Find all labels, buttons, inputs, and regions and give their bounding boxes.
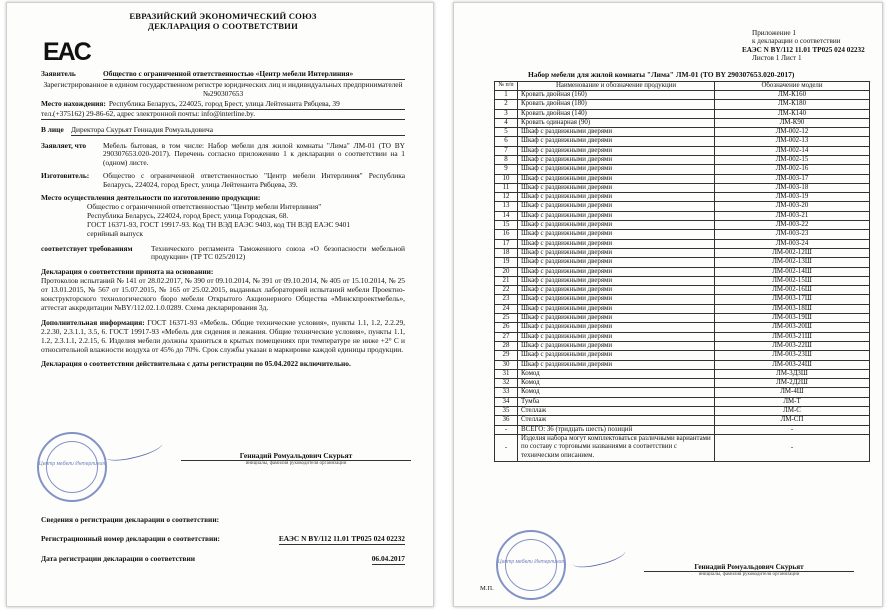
row-model: ЛМ-003-21Ш	[715, 332, 870, 341]
row-name: Шкаф с раздвижными дверями	[518, 351, 715, 360]
row-name: Шкаф с раздвижными дверями	[518, 174, 715, 183]
row-number: 15	[495, 221, 518, 230]
applicant-row	[41, 70, 405, 80]
row-name: Шкаф с раздвижными дверями	[518, 276, 715, 285]
row-number: 6	[495, 137, 518, 146]
row-model: ЛМ-003-17Ш	[715, 295, 870, 304]
table-row	[495, 323, 870, 332]
extra-value: ГОСТ 16371-93 «Мебель. Общие технические условия», пункты 1.1, 1.2, 2.2.29, 2.2.30, 2.3.1.1, 3.5, 6. ГОСТ 19917-93 «Мебель для сидения и лежания. Общие технические условия», пункты 1.1, 1.2, 2.3.1.1, 2.2.15, 6. Изделия мебели должны храниться в крытых помещениях при температуре не ниже +2° С и относительной влажности воздуха от 45% до 70%. Срок службы указан в маркировке каждой единицы продукции.	[41, 317, 405, 354]
table-row	[495, 379, 870, 388]
row-model: ЛМ-003-19	[715, 193, 870, 202]
row-number: 5	[495, 128, 518, 137]
signer-name: Геннадий Ромуальдович Скурьят	[181, 451, 411, 461]
row-model: ЛМ-003-22	[715, 221, 870, 230]
table-row	[495, 90, 870, 99]
basis-value: Протоколов испытаний № 141 от 28.02.2017, № 390 от 09.10.2014, № 391 от 09.10.2014, № 405 от 15.10.2014, № 25 от 13.01.2015, № 567 от 15.07.2015, № 165 от 25.02.2015, выданных лабораторией испытаний мебели Проектно-конструкторского технологического бюро мебели Открытого Акционерного Общества «Минскпроектмебель», аттестат аккредитации №BY/112.02.1.0.0289. Схема декларирования 3д.	[41, 276, 405, 312]
site-line-1: Общество с ограниченной ответственностью "Центр мебели Интерлиния"	[87, 201, 322, 211]
appendix-stamp-text: Центр мебели Интерлиния	[498, 559, 564, 565]
appendix-stamp-seal	[496, 530, 566, 600]
table-row	[495, 258, 870, 267]
row-number: 34	[495, 397, 518, 406]
row-model: ЛМ-003-20Ш	[715, 323, 870, 332]
row-model: ЛМ-002-14Ш	[715, 267, 870, 276]
row-number: 16	[495, 230, 518, 239]
table-row	[495, 221, 870, 230]
note-row	[495, 434, 870, 461]
table-row	[495, 202, 870, 211]
row-model: ЛМ-002-16	[715, 165, 870, 174]
row-number: 29	[495, 351, 518, 360]
col-model-header: Обозначение модели	[715, 81, 870, 90]
row-model: ЛМ-003-24Ш	[715, 360, 870, 369]
table-row	[495, 156, 870, 165]
declares-value: Мебель бытовая, в том числе: Набор мебели для жилой комнаты "Лима" ЛМ-01 (ТО BY 290307653.020-2017). Перечень согласно приложению 1 к декларации о соответствии на 1 (одном) листе.	[103, 140, 405, 168]
table-row	[495, 351, 870, 360]
site-line-4: серийный выпуск	[87, 228, 143, 238]
row-number: 1	[495, 90, 518, 99]
site-line-3: ГОСТ 16371-93, ГОСТ 19917-93. Код ТН ВЭД ЕАЭС 9403, код ТН ВЭД ЕАЭС 9401	[87, 219, 351, 229]
row-number: 26	[495, 323, 518, 332]
table-header-row	[495, 81, 870, 90]
regdate-row	[41, 555, 405, 565]
table-row	[495, 248, 870, 257]
row-model: ЛМ-3Д3Ш	[715, 369, 870, 378]
row-number: 23	[495, 295, 518, 304]
person-label: В лице	[41, 124, 64, 134]
table-row	[495, 174, 870, 183]
appendix-signer-block	[644, 563, 854, 578]
row-name: Кровать одинарная (90)	[518, 118, 715, 127]
row-name: Стеллаж	[518, 416, 715, 425]
appendix-page	[453, 2, 883, 607]
table-row	[495, 183, 870, 192]
table-row	[495, 295, 870, 304]
appendix-line-1: Приложение 1	[752, 29, 796, 37]
stamp-seal	[37, 432, 107, 502]
signer-caption: инициалы, фамилия руководителя организации	[245, 461, 347, 466]
table-row	[495, 388, 870, 397]
maker-row	[41, 172, 405, 190]
requirements-label: соответствует требованиям	[41, 243, 133, 253]
row-name: Шкаф с раздвижными дверями	[518, 221, 715, 230]
row-name: Шкаф с раздвижными дверями	[518, 295, 715, 304]
appendix-line-2: к декларации о соответствии	[752, 37, 841, 46]
table-row	[495, 118, 870, 127]
location-label: Место нахождения:	[41, 99, 106, 109]
row-model: ЛМ-002-13Ш	[715, 258, 870, 267]
validity-text: Декларация о соответствии действительна с даты регистрации по 05.04.2022 включительно.	[41, 358, 351, 368]
row-number: 33	[495, 388, 518, 397]
row-model: ЛМ-002-12	[715, 128, 870, 137]
regnum-label: Регистрационный номер декларации о соответствии:	[41, 534, 220, 543]
row-number: 32	[495, 379, 518, 388]
table-row	[495, 239, 870, 248]
table-row	[495, 230, 870, 239]
row-number: 20	[495, 267, 518, 276]
regdate-value: 06.04.2017	[371, 554, 405, 563]
basis-label: Декларация о соответствии принята на основании:	[41, 267, 214, 277]
row-number: 14	[495, 211, 518, 220]
extra-info	[41, 319, 405, 355]
row-name: Шкаф с раздвижными дверями	[518, 258, 715, 267]
table-row	[495, 341, 870, 350]
registration-text: Зарегистрированное в едином государственном регистре юридических лиц и индивидуальных предпринимателей №290307653	[43, 79, 403, 98]
table-row	[495, 100, 870, 109]
row-number: 21	[495, 276, 518, 285]
row-model: ЛМ-002-12Ш	[715, 248, 870, 257]
row-model: ЛМ-К140	[715, 109, 870, 118]
appendix-signer-caption: инициалы, фамилия руководителя организации	[698, 572, 800, 577]
row-model: ЛМ-002-13	[715, 137, 870, 146]
row-name: Шкаф с раздвижными дверями	[518, 360, 715, 369]
row-name: Шкаф с раздвижными дверями	[518, 304, 715, 313]
signer-block	[181, 451, 411, 467]
row-model: ЛМ-003-19Ш	[715, 314, 870, 323]
row-name: Шкаф с раздвижными дверями	[518, 341, 715, 350]
row-number: 27	[495, 332, 518, 341]
regnum-row	[41, 535, 405, 545]
note-mark: -	[495, 434, 518, 461]
stamp-text: Центр мебели Интерлиния	[39, 461, 105, 467]
total-row	[495, 425, 870, 434]
product-table	[494, 81, 870, 462]
appendix-line-4: Листов 1 Лист 1	[752, 54, 802, 63]
note-text: Изделия набора могут комплектоваться различными вариантами по составу с торговыми названиями в соответствии с техническим описанием.	[518, 434, 715, 461]
person-value: Директора Скурьят Геннадия Ромуальдовича	[71, 126, 405, 136]
table-title: Набор мебели для жилой комнаты "Лима" ЛМ-01 (ТО BY 290307653.020-2017)	[528, 69, 795, 79]
row-model: ЛМ-Т	[715, 397, 870, 406]
table-row	[495, 128, 870, 137]
row-name: Тумба	[518, 397, 715, 406]
table-row	[495, 267, 870, 276]
table-row	[495, 314, 870, 323]
row-number: 2	[495, 100, 518, 109]
reginfo-label: Сведения о регистрации декларации о соответствии:	[41, 515, 220, 524]
extra-label: Дополнительная информация:	[41, 317, 145, 327]
row-name: Шкаф с раздвижными дверями	[518, 239, 715, 248]
table-row	[495, 332, 870, 341]
maker-label: Изготовитель:	[41, 171, 90, 181]
regdate-label: Дата регистрации декларации о соответствии	[41, 554, 195, 563]
row-model: ЛМ-002-16Ш	[715, 286, 870, 295]
row-name: Кровать двойная (160)	[518, 90, 715, 99]
union-title: ЕВРАЗИЙСКИЙ ЭКОНОМИЧЕСКИЙ СОЮЗ	[129, 11, 317, 21]
row-number: 17	[495, 239, 518, 248]
row-name: Шкаф с раздвижными дверями	[518, 193, 715, 202]
row-name: Шкаф с раздвижными дверями	[518, 314, 715, 323]
row-name: Шкаф с раздвижными дверями	[518, 146, 715, 155]
row-number: 11	[495, 183, 518, 192]
table-row	[495, 416, 870, 425]
table-row	[495, 193, 870, 202]
table-row	[495, 109, 870, 118]
row-model: ЛМ-К90	[715, 118, 870, 127]
row-model: ЛМ-4Ш	[715, 388, 870, 397]
row-number: 35	[495, 407, 518, 416]
declaration-title: ДЕКЛАРАЦИЯ О СООТВЕТСТВИИ	[148, 21, 298, 31]
maker-value: Общество с ограниченной ответственностью "Центр мебели Интерлиния" Республика Беларусь, 224024, город Брест, улица Лейтенанта Рябцева, 39.	[103, 171, 405, 190]
note-model: -	[715, 434, 870, 461]
row-number: 7	[495, 146, 518, 155]
total-mark: -	[495, 425, 518, 434]
total-model: -	[715, 425, 870, 434]
table-row	[495, 369, 870, 378]
row-model: ЛМ-003-23	[715, 230, 870, 239]
table-row	[495, 407, 870, 416]
site-label: Место осуществления деятельности по изготовлению продукции:	[41, 193, 261, 203]
row-model: ЛМ-002-15Ш	[715, 276, 870, 285]
total-text: ВСЕГО: 36 (тридцать шесть) позиций	[518, 425, 715, 434]
row-number: 4	[495, 118, 518, 127]
table-row	[495, 286, 870, 295]
row-name: Кровать двойная (140)	[518, 109, 715, 118]
row-name: Шкаф с раздвижными дверями	[518, 230, 715, 239]
row-number: 10	[495, 174, 518, 183]
row-name: Шкаф с раздвижными дверями	[518, 248, 715, 257]
table-row	[495, 397, 870, 406]
row-name: Комод	[518, 369, 715, 378]
row-name: Шкаф с раздвижными дверями	[518, 202, 715, 211]
requirements-value: Технического регламента Таможенного союза «О безопасности мебельной продукции» (ТР ТС 025/2012)	[151, 243, 405, 262]
person-row	[41, 126, 405, 136]
row-number: 8	[495, 156, 518, 165]
row-name: Шкаф с раздвижными дверями	[518, 323, 715, 332]
row-number: 36	[495, 416, 518, 425]
row-name: Шкаф с раздвижными дверями	[518, 286, 715, 295]
row-number: 3	[495, 109, 518, 118]
row-name: Шкаф с раздвижными дверями	[518, 267, 715, 276]
row-model: ЛМ-К180	[715, 100, 870, 109]
requirements-row	[41, 245, 405, 263]
location-value: Республика Беларусь, 224025, город Брест, улица Лейтенанта Рябцева, 39	[109, 100, 405, 110]
row-name: Кровать двойная (180)	[518, 100, 715, 109]
row-number: 19	[495, 258, 518, 267]
row-model: ЛМ-003-24	[715, 239, 870, 248]
row-number: 13	[495, 202, 518, 211]
col-num-header: № п/п	[495, 81, 518, 90]
row-model: ЛМ-003-23Ш	[715, 351, 870, 360]
table-row	[495, 276, 870, 285]
row-model: ЛМ-С	[715, 407, 870, 416]
row-number: 12	[495, 193, 518, 202]
row-number: 31	[495, 369, 518, 378]
row-name: Шкаф с раздвижными дверями	[518, 165, 715, 174]
mp-mark: М.П.	[480, 585, 494, 592]
row-model: ЛМ-К160	[715, 90, 870, 99]
row-model: ЛМ-003-17	[715, 174, 870, 183]
table-row	[495, 211, 870, 220]
declaration-page	[6, 2, 434, 607]
row-number: 28	[495, 341, 518, 350]
contacts-text: тел.(+375162) 29-86-62, адрес электронной почты: info@interline.by.	[41, 110, 405, 120]
row-number: 18	[495, 248, 518, 257]
row-name: Комод	[518, 388, 715, 397]
eac-logo: EAC	[43, 38, 90, 66]
row-model: ЛМ-003-18	[715, 183, 870, 192]
row-number: 24	[495, 304, 518, 313]
row-model: ЛМ-002-14	[715, 146, 870, 155]
row-name: Шкаф с раздвижными дверями	[518, 137, 715, 146]
row-number: 22	[495, 286, 518, 295]
appendix-line-3: ЕАЭС N BY/112 11.01 ТР025 024 02232	[742, 45, 865, 54]
table-row	[495, 137, 870, 146]
table-row	[495, 146, 870, 155]
row-number: 9	[495, 165, 518, 174]
row-model: ЛМ-СП	[715, 416, 870, 425]
regnum-value: ЕАЭС N BY/112 11.01 ТР025 024 02232	[278, 534, 405, 543]
row-model: ЛМ-003-21	[715, 211, 870, 220]
row-number: 25	[495, 314, 518, 323]
applicant-label: Заявитель	[41, 69, 76, 78]
row-model: ЛМ-003-22Ш	[715, 341, 870, 350]
row-model: ЛМ-2Д2Ш	[715, 379, 870, 388]
row-name: Шкаф с раздвижными дверями	[518, 128, 715, 137]
row-model: ЛМ-002-15	[715, 156, 870, 165]
col-name-header: Наименование и обозначение продукции	[518, 81, 715, 90]
row-number: 30	[495, 360, 518, 369]
site-line-2: Республика Беларусь, 224024, город Брест, улица Городская, 68.	[87, 210, 289, 220]
row-name: Комод	[518, 379, 715, 388]
row-model: ЛМ-003-18Ш	[715, 304, 870, 313]
signature-mark	[104, 436, 164, 465]
row-name: Шкаф с раздвижными дверями	[518, 183, 715, 192]
table-row	[495, 304, 870, 313]
declares-label: Заявляет, что	[41, 140, 87, 150]
table-row	[495, 360, 870, 369]
row-name: Шкаф с раздвижными дверями	[518, 332, 715, 341]
appendix-signer-name: Геннадий Ромуальдович Скурьят	[644, 563, 854, 572]
appendix-signature-mark	[571, 544, 627, 572]
row-name: Шкаф с раздвижными дверями	[518, 211, 715, 220]
row-name: Стеллаж	[518, 407, 715, 416]
declares-row	[41, 142, 405, 169]
applicant-value: Общество с ограниченной ответственностью «Центр мебели Интерлиния»	[103, 70, 405, 80]
row-name: Шкаф с раздвижными дверями	[518, 156, 715, 165]
table-row	[495, 165, 870, 174]
row-model: ЛМ-003-20	[715, 202, 870, 211]
